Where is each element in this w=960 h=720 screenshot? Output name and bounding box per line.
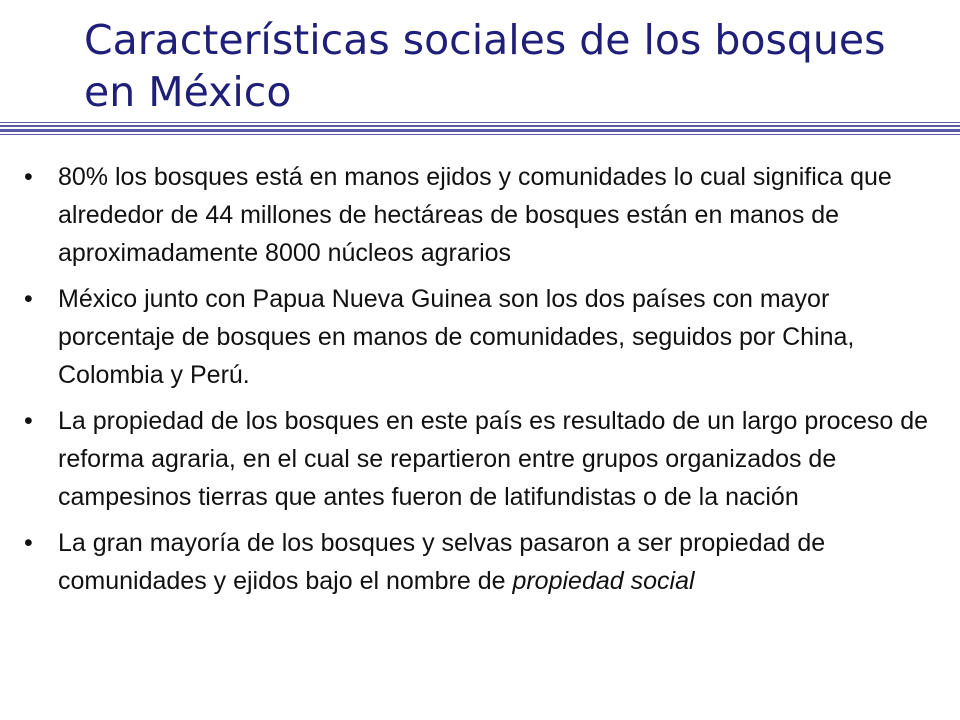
bullet-item — [24, 402, 944, 516]
bullet-emphasis: propiedad social — [512, 567, 695, 595]
bullet-text: México junto con Papua Nueva Guinea son los dos países con mayor porcentaje de bosques en manos de comunidades, seguidos por China, Colombia y Perú. — [58, 285, 855, 389]
title-divider — [0, 122, 960, 136]
slide-title: Características sociales de los bosques en México — [84, 16, 886, 116]
bullet-item — [24, 280, 944, 394]
bullet-item — [24, 158, 944, 272]
bullet-text: La propiedad de los bosques en este país es resultado de un largo proceso de reforma agraria, en el cual se repartieron entre grupos organizados de campesinos tierras que antes fueron de latifundistas o de la nación — [58, 407, 929, 511]
bullet-marker: • — [24, 407, 33, 435]
bullet-text: La gran mayoría de los bosques y selvas pasaron a ser propiedad de comunidades y ejidos bajo el nombre de — [58, 529, 826, 595]
bullet-text: 80% los bosques está en manos ejidos y comunidades lo cual significa que alrededor de 44 millones de hectáreas de bosques están en manos de aproximadamente 8000 núcleos agrarios — [58, 163, 892, 267]
bullet-marker: • — [24, 529, 33, 557]
bullet-list — [24, 158, 944, 608]
bullet-item — [24, 524, 944, 600]
bullet-marker: • — [24, 163, 33, 191]
bullet-marker: • — [24, 285, 33, 313]
